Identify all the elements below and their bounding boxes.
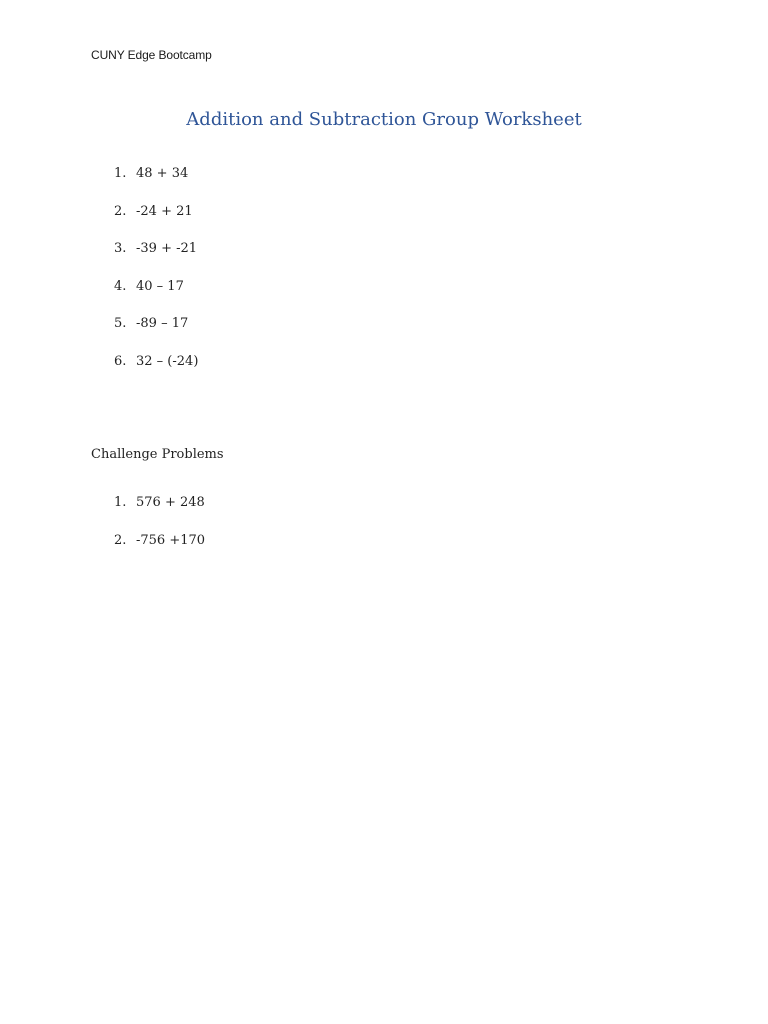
list-item xyxy=(106,165,198,203)
problem-expression: 32 – (-24) xyxy=(136,353,199,369)
problem-number: 1. xyxy=(114,495,127,510)
header-organization: CUNY Edge Bootcamp xyxy=(91,48,212,62)
problem-expression: -39 + -21 xyxy=(136,241,198,256)
problem-expression: -89 – 17 xyxy=(136,316,189,331)
problem-expression: 48 + 34 xyxy=(136,166,189,181)
challenge-problem-list xyxy=(106,494,205,569)
problem-expression: -24 + 21 xyxy=(136,203,193,219)
problem-number: 5. xyxy=(114,316,127,331)
list-item xyxy=(106,240,198,278)
list-item xyxy=(106,315,198,353)
problem-expression: 576 + 248 xyxy=(136,495,205,510)
problem-number: 1. xyxy=(114,166,127,181)
challenge-heading: Challenge Problems xyxy=(91,447,224,462)
problem-number: 6. xyxy=(114,353,127,369)
problem-expression: 40 – 17 xyxy=(136,278,184,294)
list-item xyxy=(106,203,198,241)
page-title: Addition and Subtraction Group Worksheet xyxy=(186,109,582,130)
list-item xyxy=(106,353,198,391)
list-item xyxy=(106,278,198,316)
list-item xyxy=(106,494,205,532)
problem-number: 4. xyxy=(114,278,127,294)
problem-list xyxy=(106,165,198,390)
problem-expression: -756 +170 xyxy=(136,532,206,548)
problem-number: 2. xyxy=(114,203,127,219)
problem-number: 2. xyxy=(114,532,127,548)
problem-number: 3. xyxy=(114,241,127,256)
list-item xyxy=(106,532,205,570)
